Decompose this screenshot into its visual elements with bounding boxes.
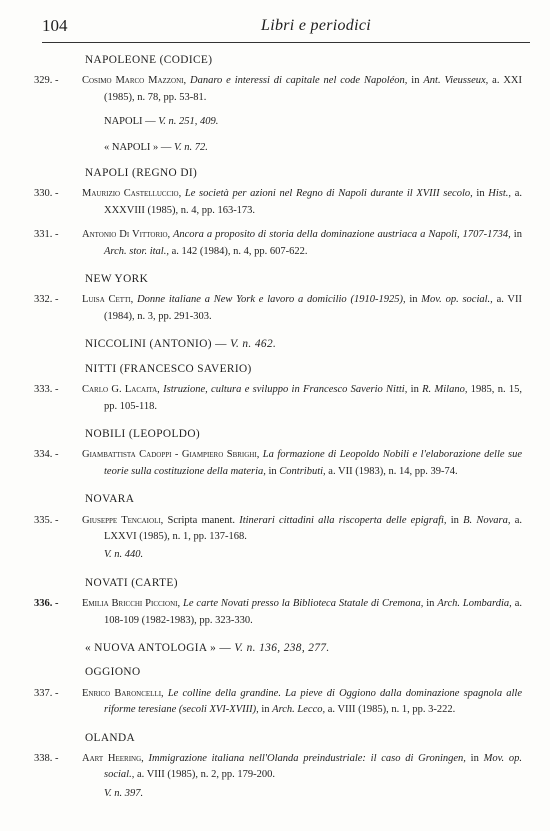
section-heading: NOVARA bbox=[85, 493, 135, 506]
ref-numbers: V. n. 251, 409. bbox=[158, 116, 219, 128]
entry-in: in bbox=[405, 294, 422, 306]
cross-reference bbox=[104, 140, 550, 156]
cross-reference bbox=[104, 114, 550, 130]
entry-author: Emilia Bricchi Piccioni, bbox=[82, 598, 181, 610]
entry-title-plain: Scripta manent. bbox=[163, 514, 235, 526]
entry-number: 330. - bbox=[34, 188, 59, 200]
entry-title: Le colline della grandine. La pieve di Oggiono dalla dominazione spagnola alle riforme teresiane (secoli XVI-XVIII), bbox=[104, 687, 523, 716]
entry-details: a. VII (1984), n. 3, pp. 291-303. bbox=[104, 294, 523, 322]
entry-journal: B. Novara, bbox=[463, 514, 511, 526]
entry-author: Giuseppe Tencaioli, bbox=[82, 514, 164, 526]
entry-number: 333. - bbox=[34, 384, 59, 396]
entry-in: in bbox=[472, 188, 489, 200]
ref-numbers: V. n. 72. bbox=[174, 141, 208, 153]
entry-number: 332. - bbox=[34, 294, 59, 306]
section-heading: OLANDA bbox=[85, 731, 136, 744]
ref-dash: — bbox=[211, 338, 231, 351]
entry-author: Aart Heering, bbox=[82, 753, 144, 764]
ref-term: NICCOLINI (ANTONIO) bbox=[85, 338, 212, 351]
entry-number: 331. - bbox=[34, 229, 59, 241]
entry-title: Donne italiane a New York e lavoro a domicilio (1910-1925), bbox=[133, 294, 406, 306]
bibliography-list bbox=[0, 52, 550, 808]
entry-in: in bbox=[446, 514, 464, 526]
entry-in: in bbox=[465, 753, 484, 764]
entry-in: in bbox=[258, 704, 273, 716]
entry-in: in bbox=[423, 598, 438, 610]
bibliography-entry bbox=[34, 227, 522, 260]
entry-in: in bbox=[510, 229, 522, 241]
entry-in: in bbox=[407, 75, 424, 87]
page-number: 104 bbox=[42, 16, 68, 35]
ref-dash: — bbox=[142, 116, 159, 128]
section-heading: NEW YORK bbox=[85, 273, 149, 286]
entry-in: in bbox=[407, 384, 423, 396]
entry-author: Luisa Cetti, bbox=[82, 294, 134, 306]
entry-journal: Contributi, bbox=[279, 465, 326, 477]
entry-number: 335. - bbox=[34, 514, 59, 526]
ref-term: « NAPOLI » bbox=[104, 141, 159, 153]
section-heading: NAPOLEONE (CODICE) bbox=[85, 54, 213, 66]
running-title: Libri e periodici bbox=[261, 17, 371, 34]
entry-author: Enrico Baroncelli, bbox=[82, 687, 164, 699]
ref-dash: — bbox=[158, 141, 174, 153]
cross-reference-heading bbox=[85, 640, 550, 656]
section-heading: NOVATI (CARTE) bbox=[85, 576, 178, 589]
bibliography-entry bbox=[34, 292, 523, 325]
entry-journal: Hist., bbox=[488, 188, 512, 200]
ref-dash: — bbox=[216, 641, 235, 654]
entry-number: 336. - bbox=[34, 598, 59, 610]
entry-author: Giambattista Cadoppi - Giampiero Sbrighi, bbox=[82, 449, 260, 461]
bibliography-entry bbox=[34, 596, 522, 629]
entry-title: Istruzione, cultura e sviluppo in Francesco Saverio Nitti, bbox=[159, 384, 408, 396]
entry-author: Cosimo Marco Mazzoni, bbox=[82, 75, 187, 87]
entry-author: Antonio Di Vittorio, bbox=[82, 229, 171, 241]
bibliography-entry bbox=[34, 73, 522, 106]
page-header bbox=[42, 14, 530, 42]
entry-author: Carlo G. Lacaita, bbox=[82, 384, 160, 396]
entry-number: 329. - bbox=[34, 75, 59, 87]
bibliography-entry bbox=[34, 447, 522, 480]
section-heading: OGGIONO bbox=[85, 666, 141, 679]
entry-journal: Arch. stor. ital., bbox=[104, 245, 169, 257]
entry-details: 1985, n. 15, pp. 105-118. bbox=[104, 384, 523, 412]
entry-number: 337. - bbox=[34, 687, 59, 699]
entry-see-also: V. n. 440. bbox=[104, 549, 144, 561]
bibliography-entry bbox=[34, 751, 522, 784]
section-heading: NITTI (FRANCESCO SAVERIO) bbox=[85, 362, 252, 375]
ref-numbers: V. n. 136, 238, 277. bbox=[234, 641, 330, 654]
header-rule bbox=[42, 42, 530, 43]
cross-reference-heading bbox=[85, 336, 550, 352]
entry-title: Immigrazione italiana nell'Olanda preindustriale: il caso di Groningen, bbox=[143, 753, 466, 764]
entry-details: a. VIII (1985), n. 2, pp. 179-200. bbox=[134, 769, 276, 781]
entry-details: a. 142 (1984), n. 4, pp. 607-622. bbox=[168, 245, 308, 257]
entry-number: 334. - bbox=[34, 449, 59, 461]
entry-journal: Arch. Lombardia, bbox=[437, 598, 512, 610]
entry-journal: Ant. Vieusseux, bbox=[423, 75, 489, 87]
entry-title: Itinerari cittadini alla riscoperta delle epigrafi, bbox=[235, 514, 447, 526]
entry-author: Maurizio Castelluccio, bbox=[82, 188, 182, 200]
bibliography-entry bbox=[34, 513, 523, 546]
entry-journal: Arch. Lecco, bbox=[272, 704, 326, 716]
entry-details: a. LXXVI (1985), n. 1, pp. 137-168. bbox=[104, 514, 523, 542]
entry-title: La formazione di Leopoldo Nobili e l'elaborazione delle sue teorie sulla costituzione della materia, bbox=[104, 449, 522, 477]
bibliography-entry bbox=[34, 382, 523, 415]
ref-term: « NUOVA ANTOLOGIA » bbox=[85, 641, 217, 654]
entry-title: Danaro e interessi di capitale nel code Napoléon, bbox=[186, 75, 408, 87]
entry-title: Le carte Novati presso la Biblioteca Statale di Cremona, bbox=[180, 598, 424, 610]
ref-term: NAPOLI bbox=[104, 116, 143, 128]
entry-details: a. XXXVIII (1985), n. 4, pp. 163-173. bbox=[104, 188, 522, 216]
bibliography-entry bbox=[34, 186, 522, 219]
entry-in: in bbox=[265, 465, 280, 477]
section-heading: NAPOLI (REGNO DI) bbox=[85, 167, 198, 180]
entry-details: a. XXI (1985), n. 78, pp. 53-81. bbox=[104, 75, 522, 103]
bibliography-entry bbox=[34, 686, 523, 719]
entry-title: Ancora a proposito di storia della dominazione austriaca a Napoli, 1707-1734, bbox=[170, 229, 511, 241]
entry-see-also: V. n. 397. bbox=[104, 787, 144, 799]
entry-details: a. 108-109 (1982-1983), pp. 323-330. bbox=[104, 598, 522, 626]
entry-journal: Mov. op. social., bbox=[104, 753, 522, 781]
ref-numbers: V. n. 462. bbox=[230, 338, 277, 351]
entry-details: a. VII (1983), n. 14, pp. 39-74. bbox=[325, 465, 458, 477]
section-heading: NOBILI (LEOPOLDO) bbox=[85, 427, 201, 440]
entry-title: Le società per azioni nel Regno di Napoli durante il XVIII secolo, bbox=[181, 188, 473, 200]
entry-journal: R. Milano, bbox=[422, 384, 468, 396]
entry-journal: Mov. op. social., bbox=[421, 294, 493, 306]
entry-number: 338. - bbox=[34, 753, 59, 764]
entry-details: a. VIII (1985), n. 1, pp. 3-222. bbox=[325, 704, 456, 716]
